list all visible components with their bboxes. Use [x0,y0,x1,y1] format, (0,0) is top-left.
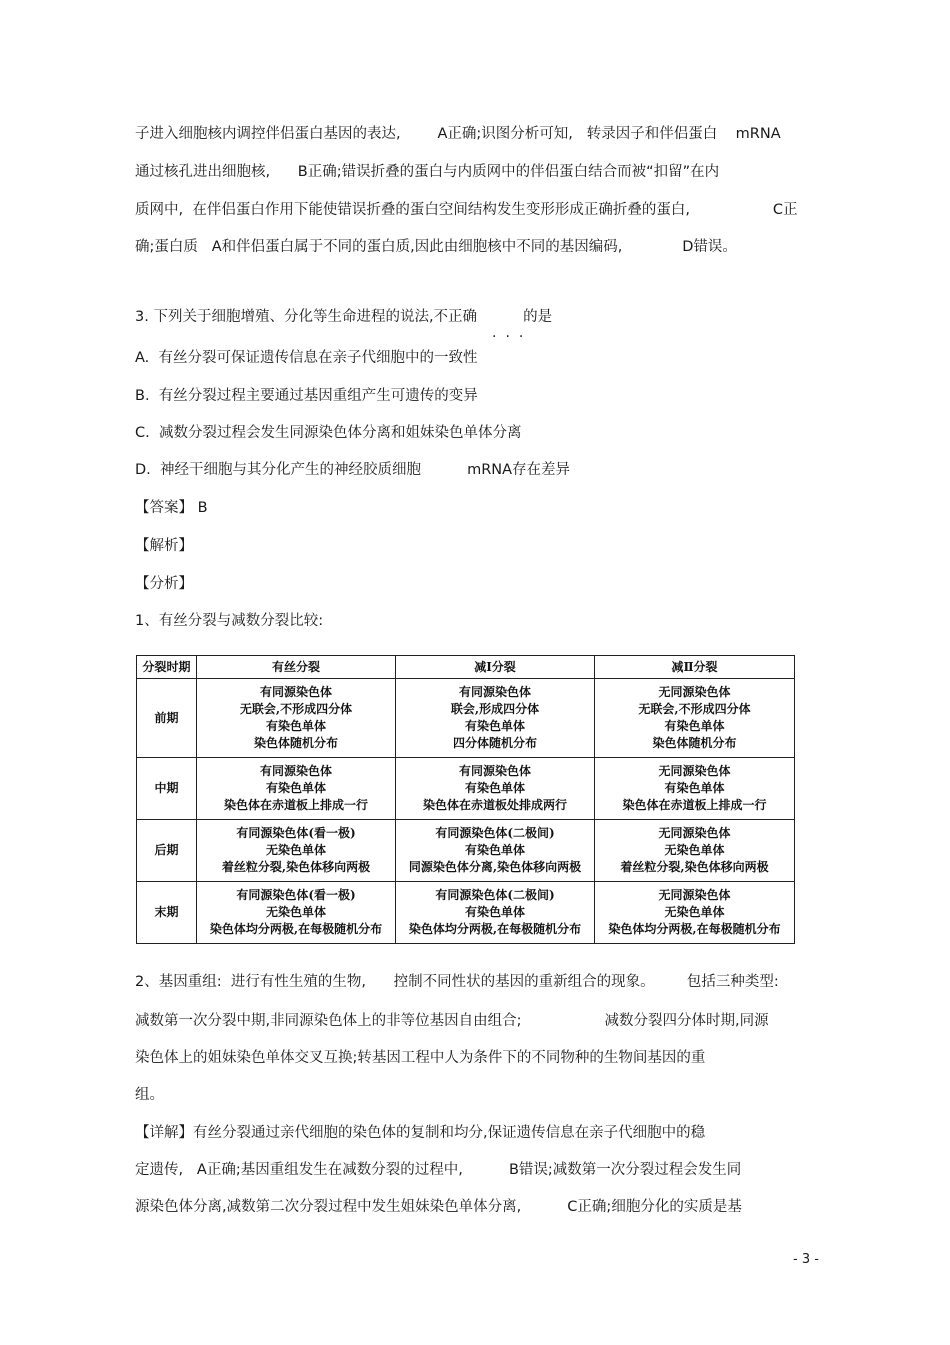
point-2-line: 组。 [135,1087,164,1103]
cell-line: 无染色单体 [265,843,326,857]
detail-line: 源染色体分离,减数第二次分裂过程中发生姐妹染色单体分离, C正确;细胞分化的实质是基 [135,1199,742,1215]
table-header: 减Ⅰ分裂 [396,656,595,679]
question-stem: 3. 下列关于细胞增殖、分化等生命进程的说法,不正确 的是 [135,309,553,325]
cell-line: 有同源染色体 [259,685,332,699]
point-1: 1、有丝分裂与减数分裂比较: [135,613,324,629]
cell-line: 无联会,不形成四分体 [638,702,751,716]
table-cell [396,882,595,944]
cell-line: 有染色单体 [664,781,725,795]
intro-line: 子进入细胞核内调控伴侣蛋白基因的表达, A正确;识图分析可知, 转录因子和伴侣蛋白 mRNA [135,126,781,142]
table-header: 减Ⅱ分裂 [595,656,795,679]
emphasis-dots: ... [492,325,533,341]
cell-line: 染色体在赤道板处排成两行 [422,798,567,812]
cell-line: 有同源染色体(二极间) [435,888,555,902]
point-2-line: 染色体上的姐妹染色单体交叉互换;转基因工程中人为条件下的不同物种的生物间基因的重 [135,1050,706,1066]
cell-line: 无同源染色体 [658,764,731,778]
stage-cell: 中期 [137,758,197,820]
table-cell [396,758,595,820]
cell-line: 有同源染色体 [259,764,332,778]
table-cell [396,679,595,758]
table-cell [595,820,795,882]
page-number: - 3 - [793,1252,819,1267]
table-cell [595,679,795,758]
stage-cell: 后期 [137,820,197,882]
cell-line: 有同源染色体(看一极) [236,826,356,840]
cell-line: 无染色单体 [664,843,725,857]
fenxi-heading: 【分析】 [135,576,193,592]
table-header: 分裂时期 [137,656,197,679]
cell-line: 有同源染色体 [458,685,531,699]
table-row [137,882,795,944]
detail-line: 【详解】有丝分裂通过亲代细胞的染色体的复制和均分,保证遗传信息在亲子代细胞中的稳 [135,1125,706,1141]
table-row [137,758,795,820]
cell-line: 有同源染色体 [458,764,531,778]
analysis-heading: 【解析】 [135,538,193,554]
cell-line: 同源染色体分离,染色体移向两极 [408,860,582,874]
cell-line: 有染色单体 [464,781,525,795]
table-cell [197,758,396,820]
cell-line: 四分体随机分布 [452,736,537,750]
table-row [137,820,795,882]
cell-line: 染色体在赤道板上排成一行 [622,798,767,812]
cell-line: 染色体均分两极,在每极随机分布 [209,922,383,936]
option-b: B. 有丝分裂过程主要通过基因重组产生可遗传的变异 [135,388,478,404]
cell-line: 有同源染色体(看一极) [236,888,356,902]
cell-line: 染色体随机分布 [652,736,737,750]
intro-line: 质网中, 在伴侣蛋白作用下能使错误折叠的蛋白空间结构发生变形形成正确折叠的蛋白, C正 [135,202,798,218]
cell-line: 有染色单体 [464,843,525,857]
cell-line: 有染色单体 [664,719,725,733]
division-comparison-table [136,655,795,944]
cell-line: 着丝粒分裂,染色体移向两极 [620,860,769,874]
option-a: A. 有丝分裂可保证遗传信息在亲子代细胞中的一致性 [135,350,478,366]
table-cell [197,679,396,758]
cell-line: 染色体在赤道板上排成一行 [223,798,368,812]
cell-line: 着丝粒分裂,染色体移向两极 [221,860,371,874]
cell-line: 联会,形成四分体 [450,702,540,716]
answer-line: 【答案】 B [135,500,208,516]
cell-line: 无同源染色体 [658,888,731,902]
stage-cell: 前期 [137,679,197,758]
cell-line: 有同源染色体(二极间) [435,826,555,840]
intro-line: 通过核孔进出细胞核, B正确;错误折叠的蛋白与内质网中的伴侣蛋白结合而被“扣留”在内 [135,164,720,180]
cell-line: 无染色单体 [664,905,725,919]
stage-cell: 末期 [137,882,197,944]
cell-line: 染色体均分两极,在每极随机分布 [608,922,781,936]
table-row [137,679,795,758]
option-c: C. 减数分裂过程会发生同源染色体分离和姐妹染色单体分离 [135,425,522,441]
cell-line: 无同源染色体 [658,685,731,699]
table-header: 有丝分裂 [197,656,396,679]
point-2-line: 减数第一次分裂中期,非同源染色体上的非等位基因自由组合; 减数分裂四分体时期,同源 [135,1013,769,1029]
point-2-line: 2、基因重组: 进行有性生殖的生物, 控制不同性状的基因的重新组合的现象。 包括三种类型: [135,974,779,990]
cell-line: 无联会,不形成四分体 [239,702,353,716]
cell-line: 无同源染色体 [658,826,731,840]
table-cell [595,758,795,820]
cell-line: 有染色单体 [265,781,326,795]
cell-line: 有染色单体 [464,719,525,733]
cell-line: 无染色单体 [265,905,326,919]
table-cell [197,882,396,944]
table-cell [197,820,396,882]
table-cell [396,820,595,882]
table-header-row [137,656,795,679]
detail-line: 定遗传, A正确;基因重组发生在减数分裂的过程中, B错误;减数第一次分裂过程会发生同 [135,1162,742,1178]
table-cell [595,882,795,944]
cell-line: 染色体随机分布 [253,736,338,750]
cell-line: 有染色单体 [464,905,525,919]
cell-line: 有染色单体 [265,719,326,733]
option-d: D. 神经干细胞与其分化产生的神经胶质细胞 mRNA存在差异 [135,462,571,478]
cell-line: 染色体均分两极,在每极随机分布 [408,922,582,936]
intro-line: 确;蛋白质 A和伴侣蛋白属于不同的蛋白质,因此由细胞核中不同的基因编码, D错误。 [135,239,737,255]
